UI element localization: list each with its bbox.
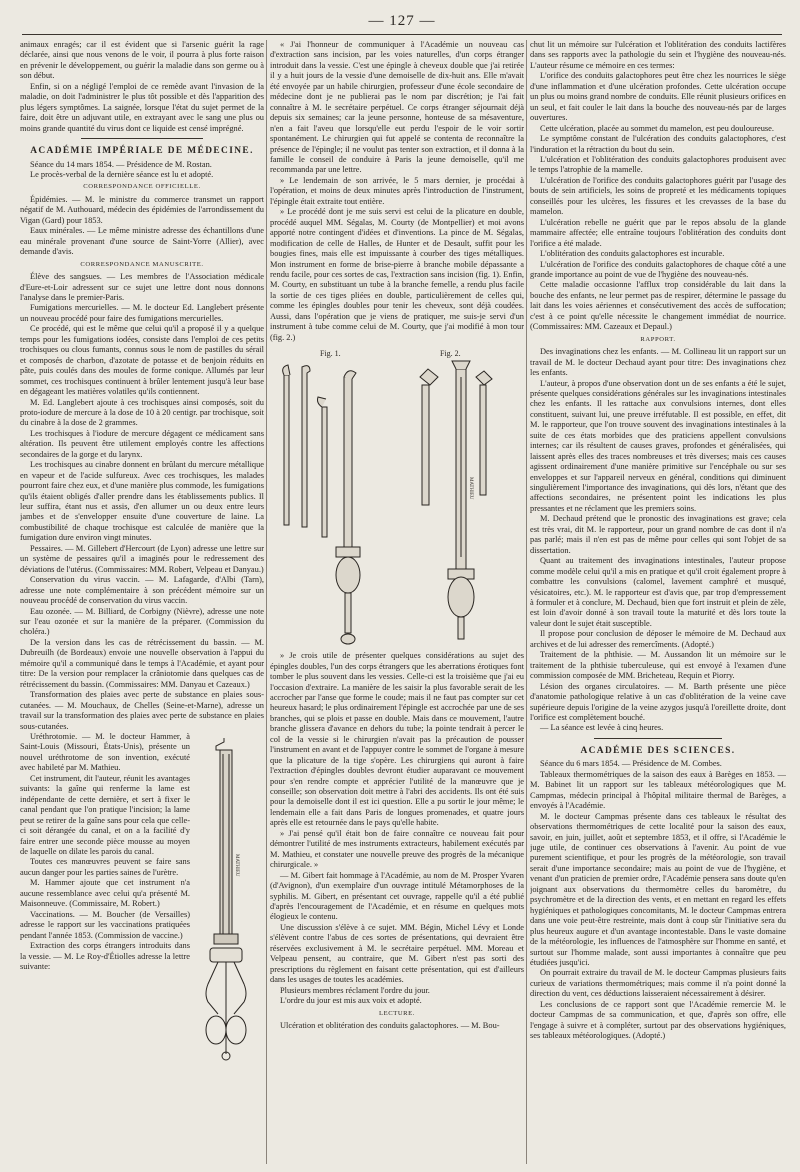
column-divider: [526, 40, 527, 1164]
paragraph: Il propose pour conclusion de déposer le mémoire de M. Dechaud aux archives et de lui adresser des remercîments. (Adopté.): [530, 629, 786, 649]
paragraph: Cet instrument, dit l'auteur, réunit les avantages suivants: la gaîne qui renferme la lame est indépendante de cette dernière, et sert à fixer le canal pendant que l'on pratique l'incision; la lame peut se retirer de la gaîne sans pour cela que celle-ci soit dérangée du canal, et on a la facilité d'y faire entrer une seconde pièce mousse au moyen de laquelle on dilate les parois du canal.: [20, 773, 190, 856]
paragraph: L'ulcération de l'orifice des conduits galactophores guérit par l'usage des bouts de sein artificiels, les soins de propreté et les médicaments topiques conseillés pour les ulcères, les fissures et les crevasses de la base du mamelon.: [530, 175, 786, 217]
figure-1-caption: Fig. 1.: [320, 349, 341, 359]
section-title: ACADÉMIE IMPÉRIALE DE MÉDECINE.: [30, 146, 254, 157]
paragraph: L'ulcération de l'orifice des conduits galactophores de chaque côté a une grande importance au point de vue de l'hygiène des nouveau-nés.: [530, 259, 786, 279]
paragraph: Le symptôme constant de l'ulcération des conduits galactophores, c'est l'induration et la rétraction du bout du sein.: [530, 134, 786, 154]
subsection-title: CORRESPONDANCE OFFICIELLE.: [83, 183, 201, 191]
subsection-title: CORRESPONDANCE MANUSCRITE.: [80, 260, 204, 268]
paragraph: Transformation des plaies avec perte de substance en plaies sous-cutanées. — M. Mouchaux, de Chelles (Seine-et-Marne), adresse un travail sur la transformation des plaies avec perte de substance en plaies sous-cutanées.: [20, 690, 264, 731]
paragraph: Enfin, si on a négligé l'emploi de ce remède avant l'invasion de la maladie, on doit l'administrer le plus tôt possible et dès l'apparition des plus légers symptômes. La saignée, lorsque l'état du sujet permet de la faire, doit être un adjuvant utile, en extrayant avec le sang une plus ou moins grande quantité du virus dont ce liquide est censé imprégné.: [20, 81, 264, 133]
tube-extractor-instrument: [420, 361, 492, 639]
paragraph: Eaux minérales. — Le même ministre adresse des échantillons d'une eau minérale provenant d'une source de Saint-Yorre (Allier), avec demande d'avis.: [20, 226, 264, 257]
session-line: Séance du 6 mars 1854. — Présidence de M. Combes.: [540, 759, 722, 769]
paragraph: M. Hammer ajoute que cet instrument n'a aucune ressemblance avec celui qu'a présenté M. Maisonneuve. (Commissaire, M. Robert.): [20, 878, 190, 909]
paragraph: animaux enragés; car il est évident que si l'arsenic guérit la rage déclarée, ainsi que nous venons de le voir, il pourra à plus forte raison en prévenir le développement, ou guérir la maladie dans son germe ou à son début.: [20, 40, 264, 81]
paragraph: Cette maladie occasionne l'afflux trop considérable du lait dans la bouche des enfants, ne leur permet pas de respirer, détermine le passage du lait dans les voies aériennes et consécutivement des accès de suffocation; c'est à ce point qu'elle nécessite le changement immédiat de nourrice. (Commissaires: MM. Cazeaux et Depaul.): [530, 280, 786, 332]
column-middle: [270, 40, 524, 1164]
subsection-title: LECTURE.: [378, 1009, 416, 1017]
paragraph: Le procès-verbal de la dernière séance est lu et adopté.: [30, 169, 214, 179]
column-right: [530, 40, 786, 1164]
paragraph: Lésion des organes circulatoires. — M. Barth présente une pièce d'anatomie pathologique relative à un cas d'oblitération de la veine cave supérieure depuis l'origine de la veine azygos jusqu'à l'oreillette droite, dont l'orifice est complètement bouché.: [530, 681, 786, 722]
paragraph: Élève des sangsues. — Les membres de l'Association médicale d'Eure-et-Loir adressent sur ce sujet une lettre dont nous donnons l'analyse dans le premier-Paris.: [20, 272, 264, 302]
session-line: Séance du 14 mars 1854. — Présidence de M. Rostan.: [30, 159, 212, 169]
paragraph: Ce procédé, qui est le même que celui qu'il a proposé il y a quelque temps pour les fumigations iodées, consiste dans l'emploi de ces petits trochisques ou clous fumants, connus sous le nom de pastilles du sérail et composés de charbon, d'azotate de potasse et de benjoin réduits en pâte, puis coulés dans des moules de forme conique. Allumés par leur sommet, ces trochisques continuent à brûler lentement jusqu'à leur base en dégageant les matières volatiles qu'ils contiennent.: [20, 324, 264, 397]
paragraph: Épidémies. — M. le ministre du commerce transmet un rapport négatif de M. Authouard, médecin des épidémies de l'arrondissement du Vigan (Gard) pour 1853.: [20, 194, 264, 225]
paragraph: M. Ed. Langlebert ajoute à ces trochisques ainsi composés, soit du proto-iodure de mercure à la dose de 10 à 20 centigr. par trochisque, soit du cinabre à la dose de 2 grammes.: [20, 397, 264, 428]
paragraph: Pessaires. — M. Gillebert d'Hercourt (de Lyon) adresse une lettre sur un système de pessaires qu'il a imaginés pour le redressement des déviations de l'utérus. (Commissaires: MM. Robert, Velpeau et Danyau.): [20, 543, 264, 574]
paragraph: Vaccinations. — M. Boucher (de Versailles) adresse le rapport sur les vaccinations pratiquées pendant l'année 1853. (Commission de vaccine.): [20, 909, 190, 940]
paragraph: Uréthrotomie. — M. le docteur Hammer, à Saint-Louis (Missouri, États-Unis), présente un nouvel uréthrotome de son invention, exécuté avec habileté par M. Mathieu.: [20, 732, 190, 773]
paragraph: Cette ulcération, placée au sommet du mamelon, est peu douloureuse.: [540, 123, 774, 133]
divider: [81, 138, 203, 139]
paragraph: chut lit un mémoire sur l'ulcération et l'oblitération des conduits lactifères dans ses rapports avec la pathologie du sein et l'hygiène des nouveau-nés. L'auteur résume ce mémoire en ces termes:: [530, 40, 786, 70]
paragraph: De la version dans les cas de rétrécissement du bassin. — M. Dubreuilh (de Bordeaux) envoie une nouvelle observation à l'appui du mémoire qu'il a communiqué dans le temps à l'Académie, et ayant pour titre: De la version pour remplacer la crâniotomie dans quelques cas de rétrécissement du bassin. (Commissaires: MM. Danyau et Cazeaux.): [20, 637, 264, 689]
paragraph: On pourrait extraire du travail de M. le docteur Campmas plusieurs faits curieux de variations thermométriques; mais comme il n'a point donné la direction du vent, ces déductions laisseraient nécessairement à désirer.: [530, 968, 786, 999]
paragraph: Les conclusions de ce rapport sont que l'Académie remercie M. le docteur Campmas de sa communication, et que, d'après son offre, elle l'engage à suivre et à compléter, surtout par des observations hygiéniques, ses tableaux météorologiques. (Adopté.): [530, 999, 786, 1041]
paragraph: » J'ai pensé qu'il était bon de faire connaître ce nouveau fait pour démontrer l'utilité de mes instruments extracteurs, habilement exécutés par M. Mathieu, et constater une nouvelle preuve des progrès de la mécanique chirurgicale. »: [270, 828, 524, 870]
paragraph: — M. Gibert fait hommage à l'Académie, au nom de M. Prosper Yvaren (d'Avignon), d'un exemplaire d'un ouvrage intitulé Métamorphoses de la syphilis. M. Gibert, en présentant cet ouvrage, rappelle qu'il a été publié d'après l'encouragement de l'Académie, et en résume en quelques mots élogieux le contenu.: [270, 870, 524, 922]
paragraph: L'auteur, à propos d'une observation dont un de ses enfants a été le sujet, présente quelques considérations générales sur les invaginations intestinales chez les enfants. Il les rattache aux convulsions internes, dont elles constituent, suivant lui, une preuve irréfutable. Il est possible, en effet, dit M. le rapporteur, que l'on trouve souvent des invaginations intestinales à la suite de ces états morbides que des praticiens appellent convulsions internes; car ils résultent de causes graves, profondes et généralisées, qui laissent après elles des traces nombreuses et très diverses; mais ces causes agissent ordinairement d'une manière primitive sur l'encéphale ou sur ses enveloppes et sur l'appareil nerveux en général, conditions qui diminuent singulièrement l'importance des invaginations, qui dès lors, n'étant que des affections secondaires, ne présentent point les indications les plus pressantes et ne réclament que les premiers soins.: [530, 378, 786, 513]
paragraph: » Le procédé dont je me suis servi est celui de la plicature en double, procédé auquel MM. Ségalas, M. Courty (de Montpellier) et moi avons apporté notre contingent d'idées et d'inventions. La pince de M. Ségalas, modification de celle de Halles, de Hunter et de Desault, suffit pour les bougies fines, mais elle est impuissante à courber des tiges métalliques. Mon instrument en forme de brise-pierre à branche mobile dépassante a rendu facile, pour ces sortes de cas, l'extraction sans incision (fig. 1). Enfin, M. Courty, en substituant un tube à la branche femelle, a rendu plus facile la sortie de ces tiges pliées en double, particulièrement de celles qui, comme les épingles doubles pour tenir les cheveux, sont déjà coudées. Aussi, dans l'opération que je viens de pratiquer, me suis-je servi d'un instrument à tube comme celui de M. Courty, que j'ai modifié à mon tour (fig. 2.): [270, 207, 524, 342]
paragraph: Eau ozonée. — M. Billiard, de Corbigny (Nièvre), adresse une note sur l'eau ozonée et sur la manière de la préparer. (Commission du choléra.): [20, 606, 264, 637]
paragraph: Plusieurs membres réclament l'ordre du jour.: [280, 985, 430, 995]
paragraph: — La séance est levée à cinq heures.: [540, 723, 664, 733]
paragraph: Des invaginations chez les enfants. — M. Collineau lit un rapport sur un travail de M. le docteur Dechaud ayant pour titre: Des invaginations chez les enfants.: [530, 347, 786, 378]
paragraph: Toutes ces manœuvres peuvent se faire sans aucun danger pour les parties saines de l'urètre.: [20, 857, 190, 877]
paragraph: Tableaux thermométriques de la saison des eaux à Barèges en 1853. — M. Babinet lit un rapport sur les tableaux météorologiques que M. Campmas, médecin principal à l'hôpital militaire thermal de Barèges, a envoyés à l'Académie.: [530, 769, 786, 811]
page-number: — 127 —: [368, 13, 436, 29]
urethrotome-drawing: [194, 734, 264, 1064]
figure-2-caption: Fig. 2.: [440, 349, 461, 359]
paragraph: Une discussion s'élève à ce sujet. MM. Bégin, Michel Lévy et Londe s'élèvent contre l'abus de ces sortes de présentations, qui devraient être réservées exclusivement à M. le secrétaire perpétuel. MM. Moreau et Velpeau pensent, au contraire, que M. Gibert n'est pas sorti des prescriptions du règlement en faisant cette présentation, qui est d'ailleurs dans les usages de toutes les académies.: [270, 922, 524, 985]
paragraph: M. Dechaud prétend que le pronostic des invaginations est grave; cela est très vrai, dit M. le rapporteur, pour un grand nombre de cas dont il n'a pas parlé; mais il n'en est pas de même pour celles qui sont l'objet de sa dissertation.: [530, 514, 786, 555]
paragraph: Ulcération et oblitération des conduits galactophores. — M. Bou-: [280, 1021, 500, 1030]
page-header: [22, 8, 782, 35]
extractor-figures: [270, 347, 524, 647]
paragraph: Traitement de la phthisie. — M. Aussandon lit un mémoire sur le traitement de la phthisie tuberculeuse, qui est envoyé à l'examen d'une commission composée de MM. Bricheteau, Requin et Piorry.: [530, 650, 786, 681]
urethrotome-figure: [194, 734, 264, 1067]
maker-mark: MATHIEU: [468, 477, 473, 500]
lithotrite-instrument: [283, 365, 360, 644]
paragraph: L'ulcération rebelle ne guérit que par le repos absolu de la glande mammaire affectée; elle entraîne toujours l'oblitération des conduits dont l'orifice a été malade.: [530, 217, 786, 248]
paragraph: » Le lendemain de son arrivée, le 5 mars dernier, je procédai à l'opération, et moins de deux minutes après l'introduction de l'instrument, l'épingle était extraite tout entière.: [270, 175, 524, 206]
paragraph: Quant au traitement des invaginations intestinales, l'auteur propose comme modèle celui qu'il a mis en pratique et qu'il croit également propre à combattre les convulsions (calomel, lavement camphré et musqué, vésicatoires, etc.). M. le rapporteur est d'avis que, par trop d'empressement à formuler et à conclure, M. Dechaud, bien que fort instruit et plein de zèle, est loin d'avoir donné à son travail toute la maturité et dès lors toute la valeur dont le sujet était susceptible.: [530, 556, 786, 628]
paragraph: Extraction des corps étrangers introduits dans la vessie. — M. Le Roy-d'Étiolles adresse la lettre suivante:: [20, 941, 190, 971]
paragraph: Les trochisques au cinabre donnent en brûlant du mercure métallique en vapeur et de l'acide sulfureux. Avec ces trochisques, les malades pourront faire chez eux, et d'une manière plus commode, les fumigations qu'ils étaient obligés d'aller prendre dans les établissements publics. Il leur suffira, étant nus et assis, d'en allumer un ou deux entre leurs jambes et de s'envelopper ensuite d'une couverture de laine. La combustibilité de chaque trochisque est calculée de manière que la fumigation dure environ vingt minutes.: [20, 460, 264, 543]
section-title: ACADÉMIE DES SCIENCES.: [580, 745, 736, 756]
divider: [594, 738, 722, 739]
paragraph: M. le docteur Campmas présente dans ces tableaux le résultat des observations thermométriques de cette localité pour la saison des eaux, savoir, en juin, juillet, août et septembre 1853, et il offre, si l'Académie le juge utile, de continuer ces observations à l'avenir. Au point de vue purement scientifique, et pour les progrès de la météorologie, son travail serait d'une importance secondaire; mais au point de vue de l'hygiène, et venant d'un praticien de premier ordre, l'Académie pensera sans doute qu'en joignant aux observations du thermomètre celles du baromètre, du psychromètre et de la direction des vents, et en mettant en regard les effets hygiéniques et pathologiques concomitants, M. le docteur Campmas entrera dans une voie peut-être restreinte, mais dont à coup sûr l'initiative sera du plus heureux augure et d'un avantage incontestable. Dans le vaste domaine de la météorologie, les influences de l'atmosphère sur l'homme en santé, et surtout sur l'homme malade, sont aussi importantes à connaître que peu étudiées jusqu'ici.: [530, 811, 786, 967]
subsection-title: RAPPORT.: [640, 335, 676, 343]
paragraph: L'oblitération des conduits galactophores est incurable.: [540, 249, 725, 259]
paragraph: » Je crois utile de présenter quelques considérations au sujet des épingles doubles, l'un des corps étrangers que les aberrations érotiques font tomber le plus souvent dans les vessies. Celle-ci est la troisième que j'ai eu l'occasion d'extraire. La manière de les saisir la plus favorable serait de les accrocher par l'anse que forme le coude; mais il ne faut pas compter sur cet heureux hasard; le plus ordinairement l'épingle est accrochée par une de ses branches, qui se plois et passe en double. Mais dans ce mouvement, l'autre branche glissera d'avance en dehors du tube; la pointe tendrait à percer le col de la vessie si le chirurgien n'avait pas la précaution de pousser l'instrument en avant et de l'appuyer contre le sommet de l'organe à mesure que la plicature de la tige s'opère. Les chirurgiens qui auront à faire l'extraction d'épingles doubles devront étudier auparavant ce mouvement pour s'en rendre compte et apprécier l'utilité de la manœuvre que je conseille; son observation doit mettre à l'abri des accidents. Ils ont été suis pour la demoiselle dont il est ici question. Elle a pu sortir le jour même; le lendemain elle a fait dans Paris de longues promenades, et quatre jours après elle est retournée dans le pays qu'elle habite.: [270, 651, 524, 828]
paragraph: « J'ai l'honneur de communiquer à l'Académie un nouveau cas d'extraction sans incision, par les voies naturelles, d'un corps étranger introduit dans la vessie. C'est une épingle à cheveux double que j'ai retirée il y a huit jours de la vessie d'une demoiselle de dix-huit ans. Elle m'avait été envoyée par un habile chirurgien, professeur d'une école secondaire de médecine dont je ne publierai pas le nom par discrétion; je l'ai fait connaître à M. le secrétaire perpétuel. Ce corps étranger séjournait déjà depuis six semaines; car la jeune personne, honteuse de sa mésaventure, n'en a fait l'aveu que lorsqu'elle eut perdu l'espoir de le voir sortir spontanément. Le chirurgien qui fut appelé se contenta de reconnaître la présence de l'épingle; il ne voulut pas tenter son extraction, et il donna à la famille le conseil de conduire à Paris la jeune demoiselle, qu'il me recommanda par une lettre.: [270, 40, 524, 175]
paragraph: L'orifice des conduits galactophores peut être chez les nourrices le siège d'une inflammation et d'une ulcération profondes. Cette ulcération occupe un plus ou moins grand nombre de conduits. Elle réunit plusieurs orifices en un seul, et fait couler le lait dans la bouche des nouveau-nés par de larges ouvertures.: [530, 71, 786, 123]
maker-mark: MATHIEU: [234, 854, 239, 877]
column-left: [20, 40, 264, 1164]
column-divider: [266, 40, 267, 1164]
paragraph: L'ordre du jour est mis aux voix et adopté.: [280, 996, 422, 1006]
paragraph: Fumigations mercurielles. — M. le docteur Ed. Langlebert présente un nouveau procédé pour faire des fumigations mercurielles.: [20, 303, 264, 323]
paragraph: Les trochisques à l'iodure de mercure dégagent ce médicament sans altération. Ils peuvent être utilement employés contre les affections secondaires de la gorge et du larynx.: [20, 428, 264, 459]
paragraph: Conservation du virus vaccin. — M. Lafagarde, d'Albi (Tarn), adresse une note complémentaire à son précédent mémoire sur un nouveau procédé de conservation du virus vaccin.: [20, 575, 264, 606]
paragraph: L'ulcération et l'oblitération des conduits galactophores produisent avec le temps l'atrophie de la mamelle.: [530, 154, 786, 175]
